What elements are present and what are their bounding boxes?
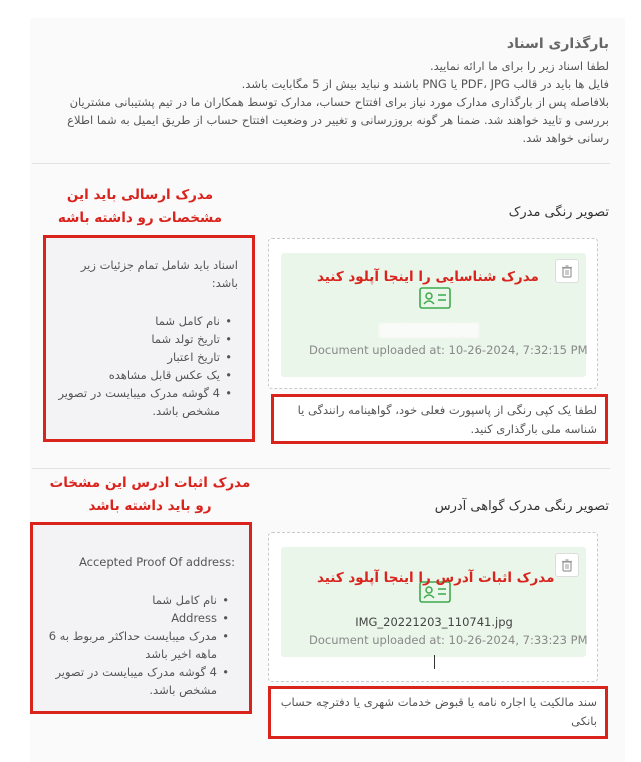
- annotation-line: مشخصات رو داشته باشه: [57, 210, 223, 226]
- requirements-list: [56, 312, 238, 420]
- hint-text-box: [268, 686, 608, 739]
- list-item: • تاریخ اعتبار: [56, 348, 220, 366]
- list-item: • 4 گوشه مدرک میبایست در تصویر مشخص باشد.: [43, 663, 217, 699]
- intro-line: بررسی و تایید خواهند شد. ضمنا هر گونه بروزرسانی و تغییر در وضعیت افتتاح حساب از طریق ایمیل به شما اطلاع: [67, 113, 609, 127]
- requirements-head: [43, 553, 235, 571]
- upload-timestamp: Document uploaded at: 10-26-2024, 7:32:15 PM: [309, 343, 588, 357]
- divider: [32, 468, 610, 469]
- intro-line: رسانی خواهد شد.: [522, 131, 609, 145]
- annotation-line: رو باید داشته باشد: [88, 498, 212, 514]
- section-title: تصویر رنگی مدرک: [508, 205, 609, 220]
- upload-dropzone[interactable]: [268, 532, 598, 682]
- list-item: • تاریخ تولد شما: [56, 330, 220, 348]
- id-card-icon: [419, 287, 451, 309]
- text-cursor: [434, 655, 435, 669]
- annotation-note: [40, 472, 260, 518]
- list-item: • Address: [43, 609, 217, 627]
- section-title: تصویر رنگی مدرک گواهی آدرس: [434, 499, 609, 514]
- requirements-box: [43, 235, 255, 442]
- annotation-line: مدرک اثبات ادرس این مشخات: [49, 475, 251, 491]
- hint-line: بانکی: [571, 714, 597, 728]
- list-item: • نام کامل شما: [56, 312, 220, 330]
- divider: [32, 163, 610, 164]
- intro-text: [30, 57, 609, 147]
- requirements-head-line: اسناد باید شامل تمام جزئیات زیر: [80, 258, 238, 272]
- hint-line: سند مالکیت یا اجاره نامه یا قبوض خدمات شهری یا دفترچه حساب: [280, 695, 597, 709]
- hint-text-box: [271, 394, 608, 444]
- upload-dropzone[interactable]: [268, 238, 598, 389]
- list-item: • مدرک میبایست حداکثر مربوط به 6 ماهه اخیر باشد: [43, 627, 217, 663]
- trash-icon[interactable]: [555, 259, 579, 283]
- trash-icon[interactable]: [555, 553, 579, 577]
- upload-label: مدرک اثبات آدرس را اینجا آپلود کنید: [317, 570, 555, 586]
- requirements-head: [56, 256, 238, 292]
- intro-line: بلافاصله پس از بارگذاری مدارک مورد نیاز برای افتتاح حساب، مدارک توسط همکاران ما در تیم پشتیبانی مشتریان: [69, 95, 609, 109]
- hint-line: لطفا یک کپی رنگی از پاسپورت فعلی خود، گواهینامه رانندگی یا: [297, 403, 597, 417]
- annotation-note: [40, 184, 240, 230]
- page-title: بارگذاری اسناد: [506, 36, 609, 52]
- requirements-box: [30, 522, 252, 714]
- intro-line: لطفا اسناد زیر را برای ما ارائه نمایید.: [429, 59, 609, 73]
- upload-label: مدرک شناسایی را اینجا آپلود کنید: [317, 269, 539, 285]
- requirements-head-line: :Accepted Proof Of address: [78, 555, 235, 569]
- requirements-list: [43, 591, 235, 699]
- annotation-line: مدرک ارسالی باید این: [66, 187, 214, 203]
- redaction: [379, 323, 479, 338]
- list-item: • 4 گوشه مدرک میبایست در تصویر مشخص باشد.: [56, 384, 220, 420]
- hint-line: شناسه ملی بارگذاری کنید.: [470, 422, 597, 436]
- upload-timestamp: Document uploaded at: 10-26-2024, 7:33:23 PM: [309, 633, 588, 647]
- requirements-head-line: باشد:: [211, 276, 238, 290]
- intro-line: فایل ها باید در قالب PDF، JPG یا PNG باشند و نباید بیش از 5 مگابایت باشد.: [241, 77, 609, 91]
- list-item: • یک عکس قابل مشاهده: [56, 366, 220, 384]
- file-name: IMG_20221203_110741.jpg: [355, 615, 513, 629]
- list-item: • نام کامل شما: [43, 591, 217, 609]
